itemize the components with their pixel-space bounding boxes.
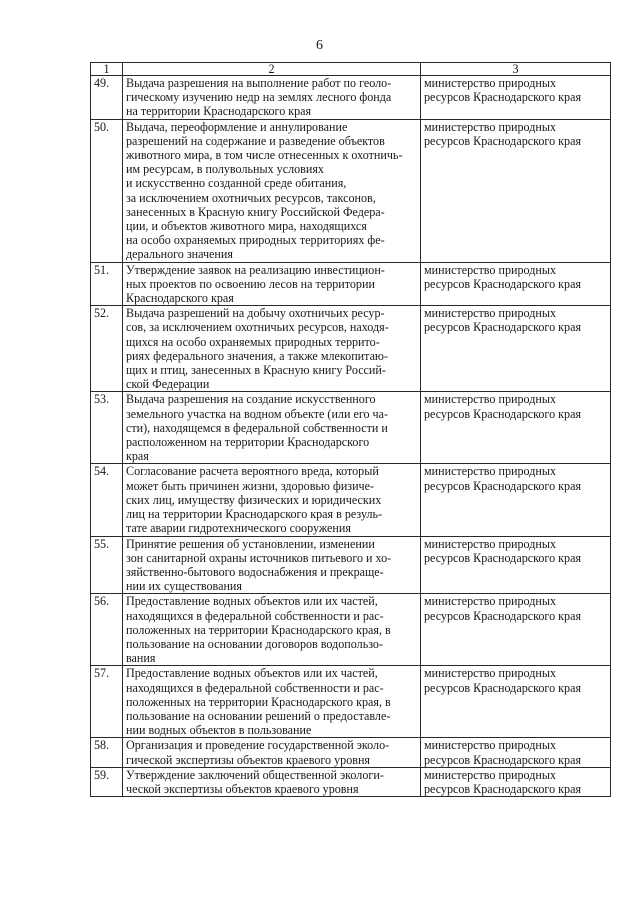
service-description: Выдача разрешения на выполнение работ по геоло- гическому изучению недр на землях лесного фонда на территории Краснодарского края: [123, 76, 421, 120]
service-description: Организация и проведение государственной эколо- гической экспертизы объектов краевого уровня: [123, 738, 421, 767]
responsible-authority: министерство природных ресурсов Краснодарского края: [421, 738, 611, 767]
row-number: 49.: [91, 76, 123, 120]
responsible-authority: министерство природных ресурсов Краснодарского края: [421, 464, 611, 536]
page-number: 6: [316, 38, 323, 53]
column-header-authority: 3: [421, 63, 611, 76]
service-description: Утверждение заключений общественной экологи- ческой экспертизы объектов краевого уровня: [123, 767, 421, 796]
service-description: Выдача, переоформление и аннулирование разрешений на содержание и разведение объектов животного мира, в том числе отнесенных к охотничь- им ресурсам, в полувольных условиях и искусственно созданной среде обитания, за исключением охотничьих ресурсов, таксонов, занесенных в Красную книгу Российской Федера- ции, и объектов животного мира, находящихся на особо охраняемых природных территориях фе- дерального значения: [123, 119, 421, 262]
table-row: [91, 119, 611, 262]
table-row: [91, 392, 611, 464]
row-number: 56.: [91, 594, 123, 666]
responsible-authority: министерство природных ресурсов Краснодарского края: [421, 119, 611, 262]
row-number: 55.: [91, 536, 123, 594]
service-description: Выдача разрешения на создание искусственного земельного участка на водном объекте (или его ча- сти), находящемся в федеральной собственности и расположенном на территории Краснодарского края: [123, 392, 421, 464]
table-row: [91, 306, 611, 392]
row-number: 51.: [91, 262, 123, 306]
table-row: [91, 767, 611, 796]
service-description: Согласование расчета вероятного вреда, который может быть причинен жизни, здоровью физиче- ских лиц, имуществу физических и юридических лиц на территории Краснодарского края в резуль- тате аварии гидротехнического сооружения: [123, 464, 421, 536]
row-number: 53.: [91, 392, 123, 464]
column-header-number: 1: [91, 63, 123, 76]
responsible-authority: министерство природных ресурсов Краснодарского края: [421, 76, 611, 120]
registry-table: [90, 62, 611, 797]
responsible-authority: министерство природных ресурсов Краснодарского края: [421, 392, 611, 464]
row-number: 52.: [91, 306, 123, 392]
row-number: 57.: [91, 666, 123, 738]
responsible-authority: министерство природных ресурсов Краснодарского края: [421, 536, 611, 594]
responsible-authority: министерство природных ресурсов Краснодарского края: [421, 262, 611, 306]
responsible-authority: министерство природных ресурсов Краснодарского края: [421, 767, 611, 796]
table-row: [91, 464, 611, 536]
service-description: Выдача разрешений на добычу охотничьих ресур- сов, за исключением охотничьих ресурсов, находя- щихся на особо охраняемых природных террито- риях федерального значения, а также млекопитаю- щих и птиц, занесенных в Красную книгу Россий- ской Федерации: [123, 306, 421, 392]
row-number: 59.: [91, 767, 123, 796]
row-number: 50.: [91, 119, 123, 262]
row-number: 54.: [91, 464, 123, 536]
service-description: Принятие решения об установлении, изменении зон санитарной охраны источников питьевого и хо- зяйственно-бытового водоснабжения и прекраще- нии их существования: [123, 536, 421, 594]
responsible-authority: министерство природных ресурсов Краснодарского края: [421, 666, 611, 738]
service-description: Предоставление водных объектов или их частей, находящихся в федеральной собственности и рас- положенных на территории Краснодарского края, в пользование на основании решений о предоставле- нии водных объектов в пользование: [123, 666, 421, 738]
table-row: [91, 536, 611, 594]
table-row: [91, 594, 611, 666]
table-header-row: [91, 63, 611, 76]
column-header-service: 2: [123, 63, 421, 76]
table-row: [91, 738, 611, 767]
responsible-authority: министерство природных ресурсов Краснодарского края: [421, 306, 611, 392]
table-row: [91, 76, 611, 120]
row-number: 58.: [91, 738, 123, 767]
table-row: [91, 262, 611, 306]
responsible-authority: министерство природных ресурсов Краснодарского края: [421, 594, 611, 666]
service-description: Утверждение заявок на реализацию инвестицион- ных проектов по освоению лесов на территории Краснодарского края: [123, 262, 421, 306]
service-description: Предоставление водных объектов или их частей, находящихся в федеральной собственности и рас- положенных на территории Краснодарского края, в пользование на основании договоров водопользо- вания: [123, 594, 421, 666]
table-row: [91, 666, 611, 738]
